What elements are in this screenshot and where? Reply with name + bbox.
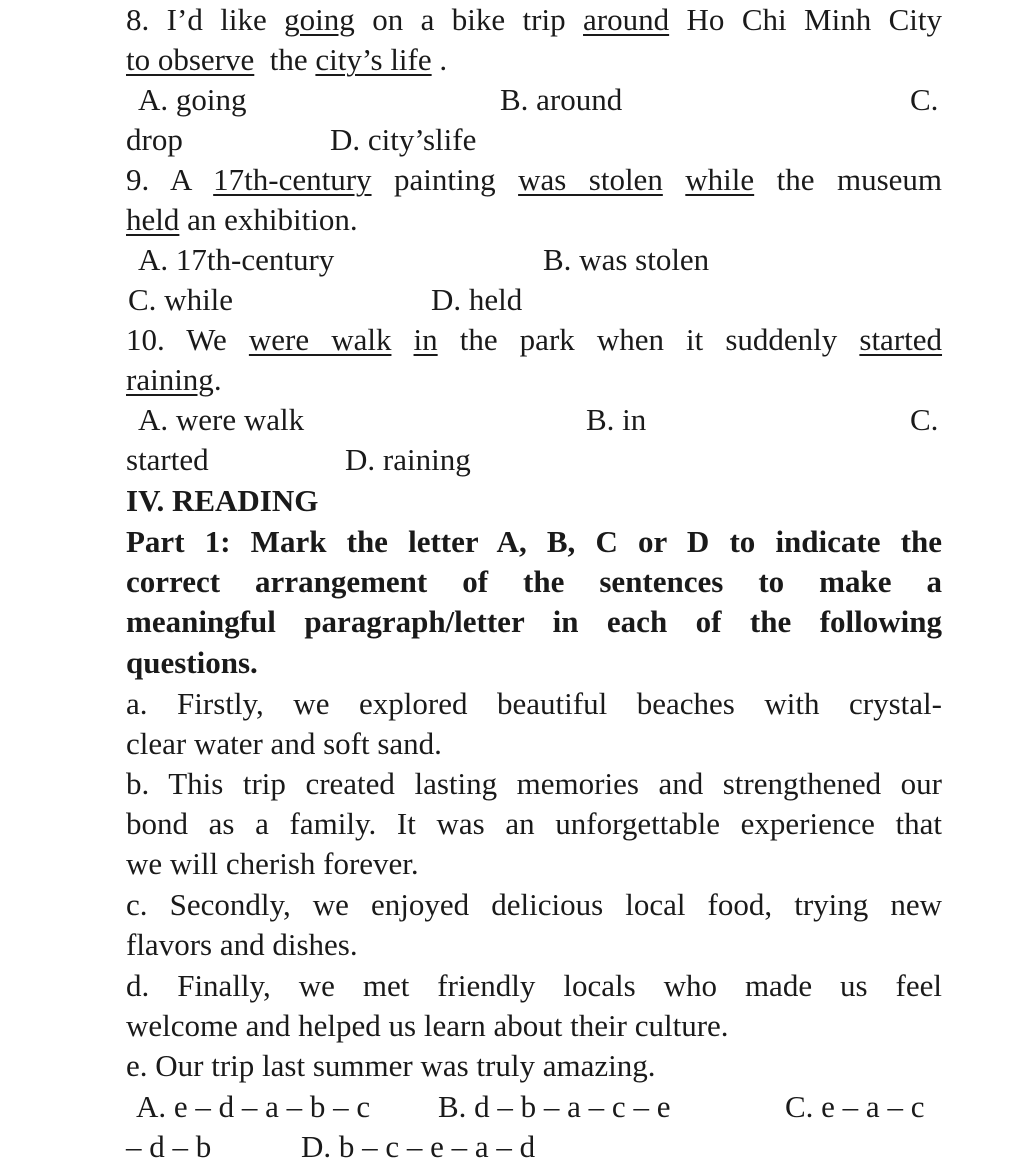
q8-option-c-text: drop <box>126 122 183 157</box>
q10-underlined-were-walk: were walk <box>248 322 392 357</box>
section-heading-reading: IV. READING <box>126 483 319 518</box>
q9-underlined-was-stolen: was stolen <box>518 162 663 197</box>
part1-instruction-line-1: Part 1: Mark the letter A, B, C or D to indicate the <box>126 524 942 559</box>
q10-text: . <box>213 362 222 397</box>
sentence-c-line-1: c. Secondly, we enjoyed delicious local food, trying new <box>126 887 942 922</box>
q10-option-c-text: started <box>126 442 209 477</box>
part1-instruction-line-4: questions. <box>126 645 258 680</box>
reading-option-d: D. b – c – e – a – d <box>301 1129 536 1164</box>
q9-option-b: B. was stolen <box>543 242 710 277</box>
q8-text: on a bike trip <box>372 2 566 37</box>
reading-option-a: A. e – d – a – b – c <box>136 1089 371 1124</box>
q10-option-b: B. in <box>586 402 647 437</box>
q9-underlined-held: held <box>126 202 180 237</box>
sentence-b-line-1: b. This trip created lasting memories and strengthened our <box>126 766 942 801</box>
sentence-b-line-2: bond as a family. It was an unforgettable experience that <box>126 806 942 841</box>
reading-option-b: B. d – b – a – c – e <box>438 1089 671 1124</box>
q9-text: an exhibition. <box>187 202 358 237</box>
q9-option-a: A. 17th-century <box>138 242 335 277</box>
q9-line-1 <box>126 160 942 200</box>
q10-underlined-in: in <box>413 322 438 357</box>
q8-underlined-around: around <box>583 2 670 37</box>
q8-option-b: B. around <box>500 82 623 117</box>
q8-underlined-going: going <box>284 2 355 37</box>
sentence-b-line-3: we will cherish forever. <box>126 846 419 881</box>
q8-text: the <box>269 42 308 77</box>
part1-instruction-line-2: correct arrangement of the sentences to make a <box>126 564 942 599</box>
q9-option-d: D. held <box>431 282 523 317</box>
q10-number: 10. We <box>126 322 227 357</box>
sentence-a-line-2: clear water and soft sand. <box>126 726 442 761</box>
q9-text: the museum <box>776 162 943 197</box>
q8-option-a: A. going <box>138 82 247 117</box>
q8-option-d: D. city’slife <box>330 122 477 157</box>
q9-option-c: C. while <box>128 282 234 317</box>
sentence-d-line-2: welcome and helped us learn about their culture. <box>126 1008 729 1043</box>
q9-number: 9. A <box>126 162 191 197</box>
sentence-c-line-2: flavors and dishes. <box>126 927 358 962</box>
q9-line-2 <box>126 200 942 240</box>
q10-line-2 <box>126 360 942 400</box>
part1-instruction-line-3: meaningful paragraph/letter in each of the following <box>126 604 942 639</box>
q10-option-d: D. raining <box>345 442 471 477</box>
q10-option-c-label: C. <box>910 402 939 437</box>
sentence-d-line-1: d. Finally, we met friendly locals who made us feel <box>126 968 942 1003</box>
sentence-a-line-1: a. Firstly, we explored beautiful beaches with crystal- <box>126 686 942 721</box>
reading-option-c-part-1: C. e – a – c <box>785 1089 925 1124</box>
q8-underlined-to-observe: to observe <box>126 42 255 77</box>
q8-option-c-label: C. <box>910 82 939 117</box>
q8-text: Ho Chi Minh City <box>686 2 943 37</box>
q10-line-1 <box>126 320 942 360</box>
q8-line-2 <box>126 40 942 80</box>
q9-underlined-17th-century: 17th-century <box>213 162 372 197</box>
q10-underlined-started: started <box>859 322 943 357</box>
q9-underlined-while: while <box>685 162 755 197</box>
q8-text: . <box>439 42 448 77</box>
sentence-e: e. Our trip last summer was truly amazing. <box>126 1048 656 1083</box>
q10-text: the park when it suddenly <box>459 322 838 357</box>
q8-line-1 <box>126 0 942 40</box>
q9-text: painting <box>394 162 496 197</box>
q8-underlined-citys-life: city’s life <box>315 42 432 77</box>
q10-underlined-raining: raining <box>126 362 214 397</box>
q10-option-a: A. were walk <box>138 402 305 437</box>
reading-option-c-part-2: – d – b <box>126 1129 212 1164</box>
q8-number: 8. <box>126 2 150 37</box>
q8-text: I’d like <box>166 2 267 37</box>
